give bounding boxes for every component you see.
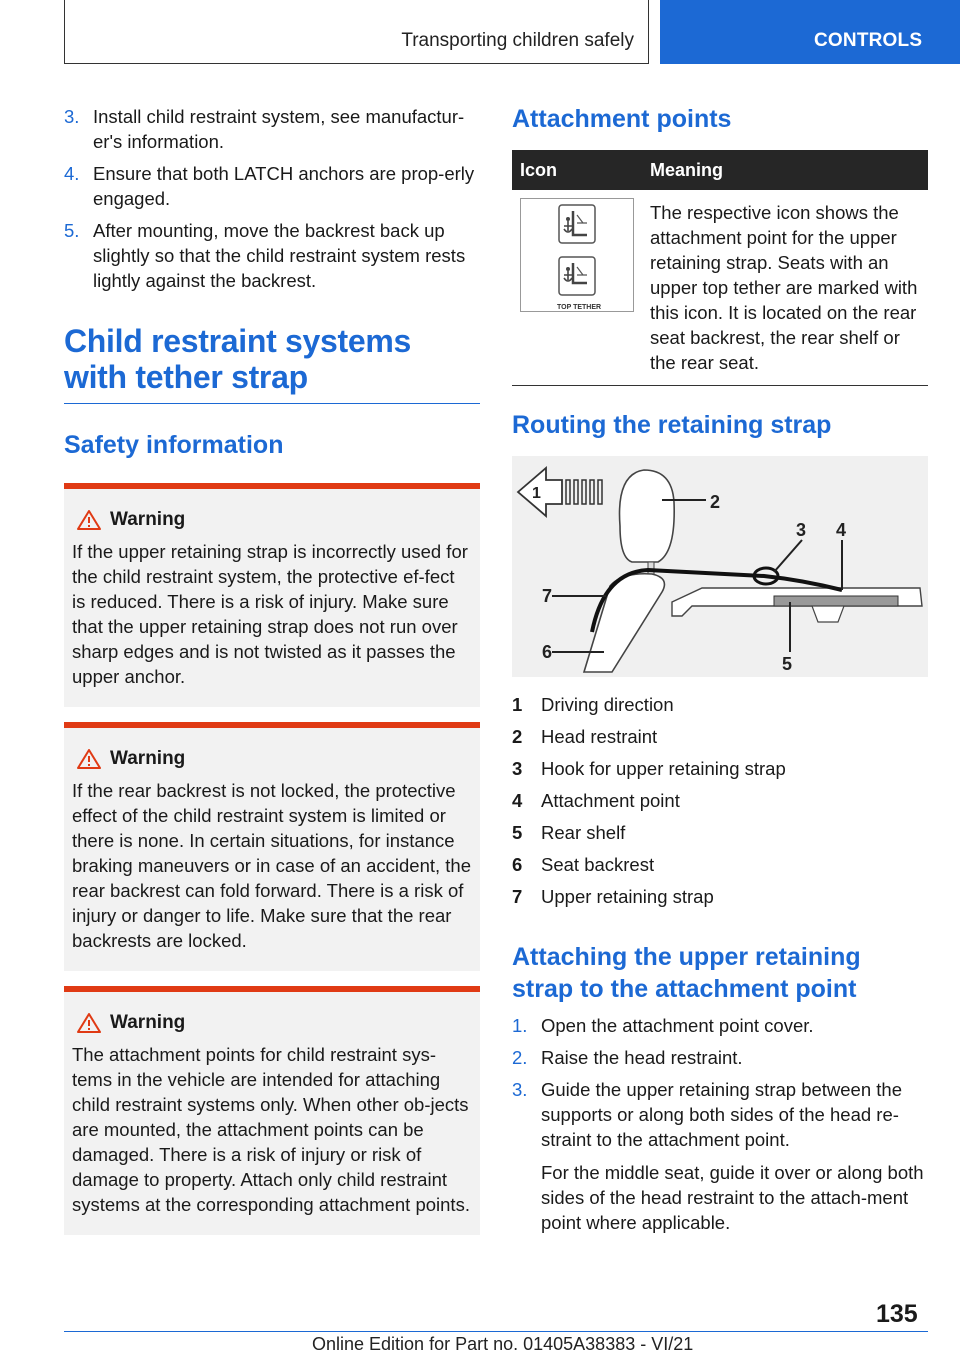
attachment-heading: Attachment points: [512, 105, 732, 133]
list-item: [64, 218, 480, 293]
legend-number: 1: [512, 694, 523, 715]
step-text: Install child restraint system, see manufactur-er's information.: [93, 106, 465, 152]
step-text: Raise the head restraint.: [541, 1047, 743, 1068]
legend-number: 4: [512, 790, 523, 811]
warning-title: [72, 1012, 472, 1034]
warning-text: If the rear backrest is not locked, the protective effect of the child restraint system is limited or there is none. In certain situations, for instance braking maneuvers or in case of an accident, the rear backrest can fold forward. There is a risk of injury or danger to life. Make sure that the rear backrests are locked.: [72, 780, 472, 951]
svg-text:5: 5: [782, 654, 793, 674]
svg-text:4: 4: [836, 520, 847, 540]
legend-label: Seat backrest: [541, 854, 655, 875]
icon-table: [512, 150, 928, 386]
warning-label: Warning: [110, 1012, 186, 1033]
routing-diagram: [512, 456, 928, 677]
legend-number: 2: [512, 726, 523, 747]
list-item: [512, 753, 928, 785]
warning-box: [64, 986, 480, 1235]
table-header-icon: Icon: [512, 150, 642, 190]
chapter-title: Transporting children safely: [401, 30, 634, 51]
list-item: [512, 881, 928, 913]
list-item: [512, 721, 928, 753]
legend-number: 3: [512, 758, 523, 779]
svg-text:2: 2: [710, 492, 721, 512]
warning-box: [64, 722, 480, 971]
step-note: For the middle seat, guide it over or along both sides of the head restraint to the attach-ment point where applicable.: [541, 1162, 924, 1233]
legend-label: Head restraint: [541, 726, 658, 747]
footer-divider: [64, 1331, 928, 1332]
header-title-box: [64, 0, 649, 64]
warning-text: If the upper retaining strap is incorrectly used for the child restraint system, the protective ef-fect is reduced. There is a risk of injury. Make sure that the upper retaining strap does not run over sharp edges and is not twisted as it passes the upper anchor.: [72, 541, 468, 687]
step-text: After mounting, move the backrest back up slightly so that the child restraint system rests lightly against the backrest.: [93, 220, 466, 291]
step-number: 2.: [512, 1047, 528, 1068]
legend-label: Attachment point: [541, 790, 680, 811]
warning-triangle-icon: [76, 1012, 102, 1034]
attaching-heading: Attaching the upper retaining strap to the attachment point: [512, 943, 861, 1003]
table-header-meaning: Meaning: [642, 150, 928, 190]
meaning-cell: The respective icon shows the attachment point for the upper retaining strap. Seats with an upper top tether are marked with this icon. It is located on the rear seat backrest, the rear shelf or the rear seat.: [642, 190, 928, 386]
diagram-legend: [512, 689, 928, 913]
attaching-steps: [512, 1013, 928, 1235]
legend-number: 7: [512, 886, 523, 907]
safety-heading: Safety information: [64, 431, 284, 459]
list-item: [512, 785, 928, 817]
step-text: Open the attachment point cover.: [541, 1015, 814, 1036]
right-column: [512, 104, 928, 1242]
step-text: Guide the upper retaining strap between the supports or along both sides of the head re-straint to the attachment point.: [541, 1079, 902, 1150]
left-column: [64, 104, 480, 1235]
step-number: 4.: [64, 163, 80, 184]
list-item: [512, 1045, 928, 1070]
list-item: [512, 817, 928, 849]
list-item: [64, 104, 480, 154]
warning-title: [72, 509, 472, 531]
legend-label: Hook for upper retaining strap: [541, 758, 786, 779]
warning-triangle-icon: [76, 748, 102, 770]
svg-text:1: 1: [532, 485, 541, 502]
list-item: [512, 1077, 928, 1235]
list-item: [512, 689, 928, 721]
step-number: 1.: [512, 1015, 528, 1036]
list-item: [64, 161, 480, 211]
routing-heading: Routing the retaining strap: [512, 411, 832, 439]
warning-label: Warning: [110, 748, 186, 769]
warning-text: The attachment points for child restraint sys-tems in the vehicle are intended for attaching child restraint systems only. When other ob-jects are mounted, the attachment points can be damaged. There is a risk of injury or risk of damage to property. Attach only child restraint systems at the corresponding attachment points.: [72, 1044, 470, 1215]
top-tether-caption: TOP TETHER: [557, 304, 602, 311]
step-text: Ensure that both LATCH anchors are prop-erly engaged.: [93, 163, 475, 209]
page-number: 135: [876, 1300, 918, 1328]
warning-label: Warning: [110, 509, 186, 530]
legend-label: Rear shelf: [541, 822, 626, 843]
table-header-row: [512, 150, 928, 190]
step-number: 3.: [512, 1079, 528, 1100]
section-tab[interactable]: [660, 0, 960, 64]
legend-label: Upper retaining strap: [541, 886, 714, 907]
list-item: [512, 849, 928, 881]
head-restraint-shape: [620, 470, 675, 562]
footer-edition: Online Edition for Part no. 01405A38383 - VI/21: [312, 1334, 694, 1354]
table-row: [512, 190, 928, 386]
legend-number: 6: [512, 854, 523, 875]
warning-triangle-icon: [76, 509, 102, 531]
svg-text:6: 6: [542, 642, 553, 662]
legend-label: Driving direction: [541, 694, 674, 715]
warning-title: [72, 748, 472, 770]
section-label: CONTROLS: [814, 30, 923, 51]
step-number: 5.: [64, 220, 80, 241]
legend-number: 5: [512, 822, 523, 843]
main-heading: Child restraint systems with tether strap: [64, 323, 480, 404]
svg-text:3: 3: [796, 520, 807, 540]
warning-box: [64, 483, 480, 707]
install-steps: [64, 104, 480, 293]
tether-icon-frame: [520, 198, 634, 312]
icon-cell: [512, 190, 642, 386]
step-number: 3.: [64, 106, 80, 127]
list-item: [512, 1013, 928, 1038]
svg-text:7: 7: [542, 586, 553, 606]
